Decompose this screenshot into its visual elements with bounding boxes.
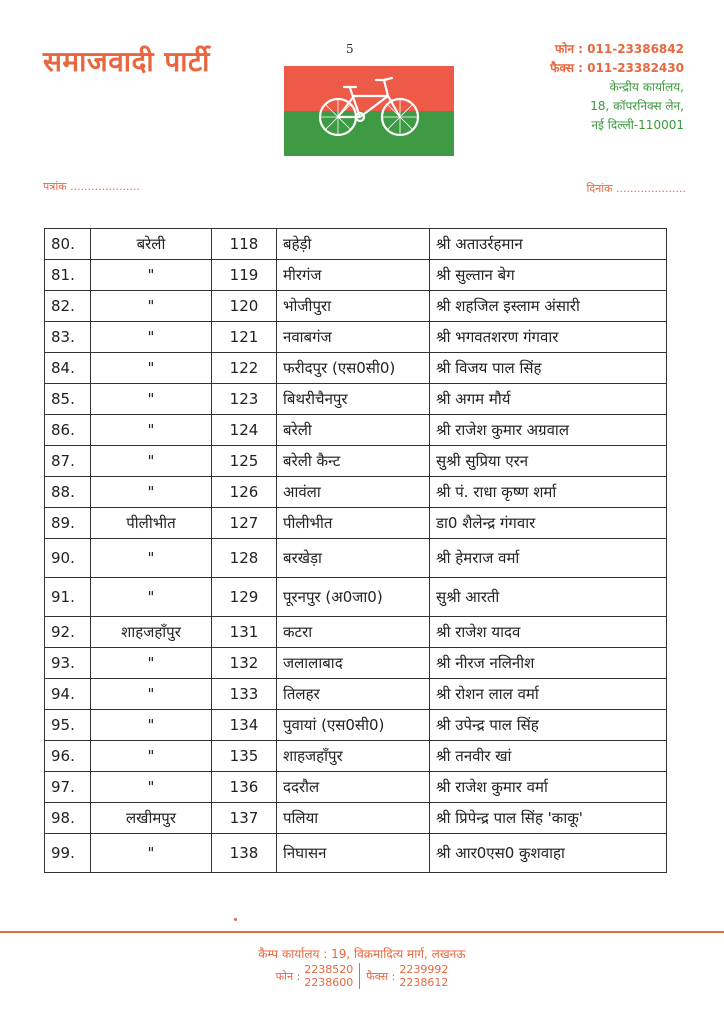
contact-block [550,40,684,135]
district-cell: " [91,322,212,353]
candidate-name-cell: श्री भगवतशरण गंगवार [430,322,667,353]
district-cell: " [91,446,212,477]
table-row [45,578,667,617]
constituency-name-cell: बरेली कैन्ट [277,446,430,477]
constituency-number-cell: 119 [212,260,277,291]
district-cell: लखीमपुर [91,803,212,834]
constituency-name-cell: बहेड़ी [277,229,430,260]
district-cell: पीलीभीत [91,508,212,539]
district-cell: " [91,578,212,617]
address-line-3: नई दिल्ली-110001 [591,118,684,132]
footer-phone-1: 2238520 [304,963,354,976]
serial-number-cell: 81. [45,260,91,291]
district-cell: " [91,384,212,415]
constituency-name-cell: पीलीभीत [277,508,430,539]
page-number: 5 [346,42,354,56]
district-cell: " [91,710,212,741]
district-cell: " [91,260,212,291]
district-cell: " [91,291,212,322]
constituency-name-cell: निघासन [277,834,430,873]
constituency-name-cell: नवाबगंज [277,322,430,353]
serial-number-cell: 83. [45,322,91,353]
table-row [45,477,667,508]
table-row [45,834,667,873]
constituency-name-cell: फरीदपुर (एस0सी0) [277,353,430,384]
district-cell: " [91,353,212,384]
constituency-number-cell: 133 [212,679,277,710]
district-cell: " [91,679,212,710]
phone-number: फोन : 011-23386842 [554,42,684,56]
table-row [45,322,667,353]
constituency-name-cell: आवंला [277,477,430,508]
table-row [45,803,667,834]
district-cell: " [91,539,212,578]
date-field: दिनांक .................... [586,182,686,195]
footer-contacts [0,963,724,989]
candidate-name-cell: श्री प्रिपेन्द्र पाल सिंह 'काकू' [430,803,667,834]
table-row [45,353,667,384]
table-row [45,229,667,260]
constituency-name-cell: पूरनपुर (अ0जा0) [277,578,430,617]
footer-fax-2: 2238612 [399,976,449,989]
serial-number-cell: 87. [45,446,91,477]
candidate-name-cell: सुश्री आरती [430,578,667,617]
party-flag-bicycle [284,66,454,156]
candidate-name-cell: सुश्री सुप्रिया एरन [430,446,667,477]
party-name: समाजवादी पार्टी [43,45,210,78]
fax-number: फैक्स : 011-23382430 [550,61,684,75]
decorative-dot [234,918,237,921]
candidate-name-cell: श्री सुल्तान बेग [430,260,667,291]
constituency-number-cell: 120 [212,291,277,322]
constituency-number-cell: 128 [212,539,277,578]
table-row [45,679,667,710]
serial-number-cell: 84. [45,353,91,384]
constituency-number-cell: 134 [212,710,277,741]
candidate-name-cell: श्री राजेश यादव [430,617,667,648]
constituency-number-cell: 135 [212,741,277,772]
table-row [45,415,667,446]
table-row [45,772,667,803]
constituency-name-cell: जलालाबाद [277,648,430,679]
serial-number-cell: 96. [45,741,91,772]
district-cell: " [91,741,212,772]
constituency-number-cell: 129 [212,578,277,617]
district-cell: शाहजहाँपुर [91,617,212,648]
flag-red-band [284,66,454,111]
serial-number-cell: 90. [45,539,91,578]
table-row [45,648,667,679]
constituency-number-cell: 127 [212,508,277,539]
serial-number-cell: 86. [45,415,91,446]
candidate-name-cell: श्री तनवीर खां [430,741,667,772]
table-row [45,539,667,578]
district-cell: बरेली [91,229,212,260]
candidate-name-cell: श्री हेमराज वर्मा [430,539,667,578]
serial-number-cell: 91. [45,578,91,617]
district-cell: " [91,415,212,446]
district-cell: " [91,834,212,873]
candidate-name-cell: श्री नीरज नलिनीश [430,648,667,679]
serial-number-cell: 85. [45,384,91,415]
constituency-number-cell: 122 [212,353,277,384]
constituency-name-cell: पुवायां (एस0सी0) [277,710,430,741]
constituency-number-cell: 126 [212,477,277,508]
camp-office-address: कैम्प कार्यालय : 19, विक्रमादित्य मार्ग, लखनऊ [258,947,466,961]
constituency-name-cell: भोजीपुरा [277,291,430,322]
candidate-name-cell: श्री राजेश कुमार वर्मा [430,772,667,803]
serial-number-cell: 80. [45,229,91,260]
table-row [45,384,667,415]
district-cell: " [91,648,212,679]
constituency-name-cell: बरखेड़ा [277,539,430,578]
candidate-name-cell: डा0 शैलेन्द्र गंगवार [430,508,667,539]
table-row [45,741,667,772]
footer-fax-group [360,963,454,989]
constituency-number-cell: 121 [212,322,277,353]
candidate-name-cell: श्री आर0एस0 कुशवाहा [430,834,667,873]
constituency-name-cell: ददरौल [277,772,430,803]
candidate-name-cell: श्री अताउर्रहमान [430,229,667,260]
constituency-name-cell: बिथरीचैनपुर [277,384,430,415]
constituency-name-cell: शाहजहाँपुर [277,741,430,772]
serial-number-cell: 82. [45,291,91,322]
constituency-number-cell: 137 [212,803,277,834]
flag-green-band [284,111,454,156]
constituency-name-cell: तिलहर [277,679,430,710]
serial-number-cell: 98. [45,803,91,834]
serial-number-cell: 93. [45,648,91,679]
reference-number-field: पत्रांक .................... [43,180,141,193]
table-row [45,617,667,648]
constituency-number-cell: 118 [212,229,277,260]
footer-phone-2: 2238600 [304,976,354,989]
district-cell: " [91,772,212,803]
serial-number-cell: 99. [45,834,91,873]
candidate-table [44,228,667,873]
address-line-2: 18, कॉपरनिक्स लेन, [590,99,684,113]
candidate-name-cell: श्री विजय पाल सिंह [430,353,667,384]
constituency-name-cell: मीरगंज [277,260,430,291]
candidate-name-cell: श्री रोशन लाल वर्मा [430,679,667,710]
constituency-number-cell: 136 [212,772,277,803]
footer-fax-1: 2239992 [399,963,449,976]
address-line-1: केन्द्रीय कार्यालय, [609,80,684,94]
table-row [45,260,667,291]
constituency-number-cell: 124 [212,415,277,446]
constituency-name-cell: कटरा [277,617,430,648]
footer-phone-label: फोन : [275,969,301,983]
footer-phone-group [270,963,360,989]
candidate-name-cell: श्री अगम मौर्य [430,384,667,415]
constituency-number-cell: 138 [212,834,277,873]
footer-fax-label: फैक्स : [366,969,396,983]
serial-number-cell: 95. [45,710,91,741]
serial-number-cell: 97. [45,772,91,803]
constituency-number-cell: 132 [212,648,277,679]
district-cell: " [91,477,212,508]
candidate-name-cell: श्री शहजिल इस्लाम अंसारी [430,291,667,322]
constituency-number-cell: 125 [212,446,277,477]
table-row [45,710,667,741]
table-row [45,291,667,322]
constituency-name-cell: बरेली [277,415,430,446]
table-row [45,508,667,539]
serial-number-cell: 89. [45,508,91,539]
constituency-number-cell: 131 [212,617,277,648]
serial-number-cell: 88. [45,477,91,508]
serial-number-cell: 92. [45,617,91,648]
table-row [45,446,667,477]
serial-number-cell: 94. [45,679,91,710]
footer-divider [0,931,724,933]
candidate-name-cell: श्री राजेश कुमार अग्रवाल [430,415,667,446]
candidate-name-cell: श्री पं. राधा कृष्ण शर्मा [430,477,667,508]
constituency-number-cell: 123 [212,384,277,415]
candidate-name-cell: श्री उपेन्द्र पाल सिंह [430,710,667,741]
constituency-name-cell: पलिया [277,803,430,834]
